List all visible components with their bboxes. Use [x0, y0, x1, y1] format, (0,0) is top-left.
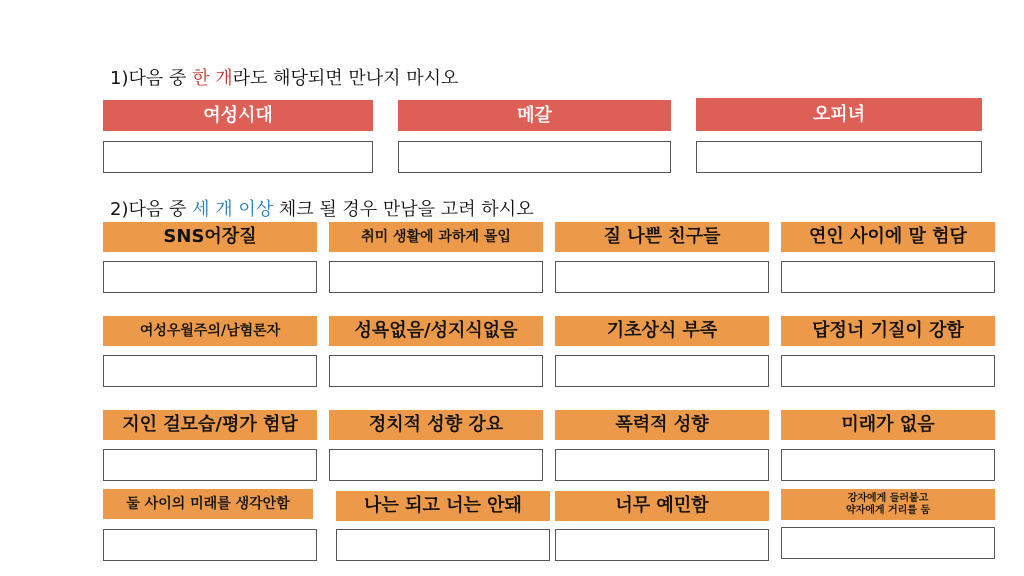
criteria-label-1: SNS어장질 — [103, 222, 317, 252]
section1-checkbox-1[interactable] — [103, 141, 373, 173]
section1-label-2: 메갈 — [398, 100, 671, 131]
criteria-label-16 — [781, 489, 995, 520]
criteria-label-10: 정치적 성향 강요 — [329, 410, 543, 440]
criteria-label-5: 여성우월주의/남혐론자 — [103, 316, 317, 346]
criteria-label-2: 취미 생활에 과하게 몰입 — [329, 222, 543, 252]
criteria-checkbox-1[interactable] — [103, 261, 317, 293]
criteria-checkbox-10[interactable] — [329, 449, 543, 481]
criteria-label-4: 연인 사이에 말 험담 — [781, 222, 995, 252]
criteria-label-3: 질 나쁜 친구들 — [555, 222, 769, 252]
section2-heading-highlight: 세 개 이상 — [192, 199, 274, 220]
criteria-checkbox-15[interactable] — [555, 529, 769, 561]
section1-label-1: 여성시대 — [103, 100, 373, 131]
criteria-checkbox-4[interactable] — [781, 261, 995, 293]
criteria-label-15: 너무 예민함 — [555, 491, 769, 521]
criteria-checkbox-9[interactable] — [103, 449, 317, 481]
criteria-label-9: 지인 걸모습/평가 험담 — [103, 410, 317, 440]
criteria-checkbox-14[interactable] — [336, 529, 550, 561]
section2-heading-pre: 2)다음 중 — [110, 199, 193, 220]
criteria-label-16-line2: 약자에게 거리를 둠 — [845, 504, 931, 516]
section1-heading-post: 라도 해당되면 만나지 마시오 — [232, 68, 459, 89]
criteria-checkbox-16[interactable] — [781, 527, 995, 559]
section1-heading-highlight: 한 개 — [192, 68, 233, 89]
criteria-label-7: 기초상식 부족 — [555, 316, 769, 346]
criteria-label-12: 미래가 없음 — [781, 410, 995, 440]
criteria-checkbox-3[interactable] — [555, 261, 769, 293]
criteria-checkbox-2[interactable] — [329, 261, 543, 293]
section1-heading — [110, 64, 458, 90]
section1-heading-pre: 1)다음 중 — [110, 68, 193, 89]
criteria-label-11: 폭력적 성향 — [555, 410, 769, 440]
criteria-checkbox-8[interactable] — [781, 355, 995, 387]
criteria-checkbox-5[interactable] — [103, 355, 317, 387]
criteria-label-13: 둘 사이의 미래를 생각안함 — [103, 489, 313, 519]
section2-heading — [110, 195, 533, 221]
criteria-checkbox-11[interactable] — [555, 449, 769, 481]
criteria-label-8: 답정너 기질이 강함 — [781, 316, 995, 346]
criteria-checkbox-6[interactable] — [329, 355, 543, 387]
criteria-checkbox-12[interactable] — [781, 449, 995, 481]
section1-label-3: 오피녀 — [696, 98, 982, 131]
criteria-checkbox-13[interactable] — [103, 529, 317, 561]
criteria-label-16-line1: 강자에게 들러붙고 — [847, 492, 929, 504]
section2-heading-post: 체크 될 경우 만남을 고려 하시오 — [273, 199, 534, 220]
criteria-label-14: 나는 되고 너는 안돼 — [336, 491, 550, 521]
criteria-checkbox-7[interactable] — [555, 355, 769, 387]
section1-checkbox-3[interactable] — [696, 141, 982, 173]
section1-checkbox-2[interactable] — [398, 141, 671, 173]
criteria-label-6: 성욕없음/성지식없음 — [329, 316, 543, 346]
